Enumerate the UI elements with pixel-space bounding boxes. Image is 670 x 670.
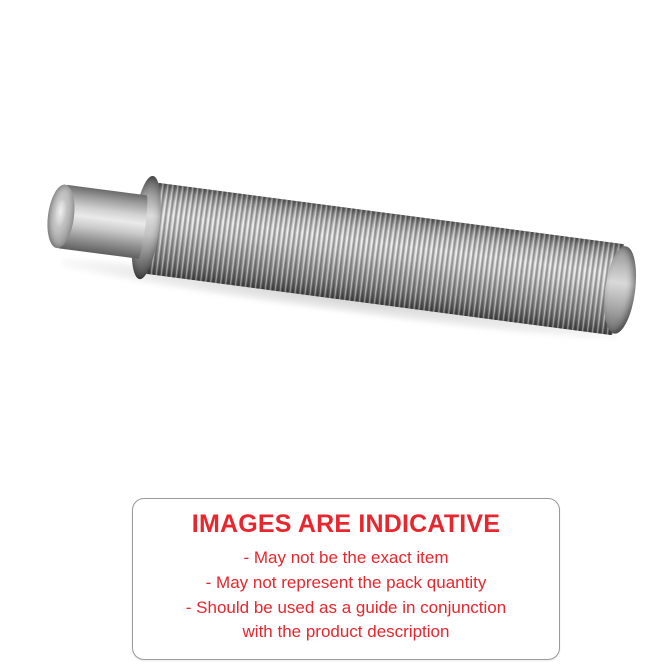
indicative-images-notice <box>132 498 560 660</box>
notice-line-4: with the product description <box>242 622 450 642</box>
notice-line-2: - May not represent the pack quantity <box>205 572 487 592</box>
notice-line-3: - Should be used as a guide in conjunction <box>185 597 507 617</box>
notice-line-1: - May not be the exact item <box>243 548 449 568</box>
splined-body <box>140 182 628 336</box>
timing-pulley-bar <box>32 162 644 369</box>
notice-title: IMAGES ARE INDICATIVE <box>191 510 501 538</box>
